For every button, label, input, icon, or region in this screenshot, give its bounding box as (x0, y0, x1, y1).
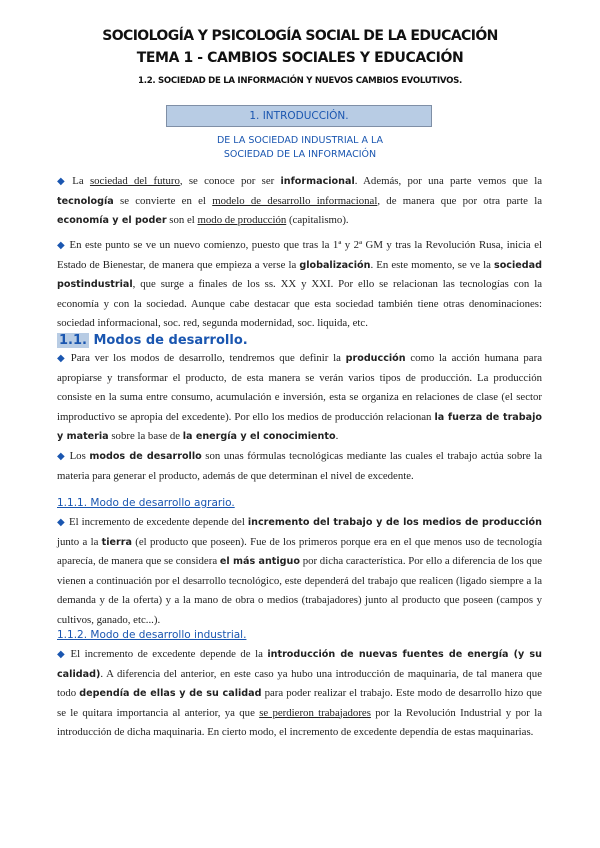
text: son unas fórmulas tecnológicas mediante las cuales el trabajo actúa sobre la materia para generar el producto, además de que determinan el nivel de excedente. (57, 450, 542, 482)
bold-term: el más antiguo (219, 556, 300, 567)
section-title: 1.2. SOCIEDAD DE LA INFORMACIÓN Y NUEVOS CAMBIOS EVOLUTIVOS. (138, 76, 462, 86)
bold-term: sociedad postindustrial (57, 259, 542, 290)
text: sobre la base de (108, 430, 183, 442)
bold-term: tecnología (57, 195, 114, 207)
bold-term: producción (345, 353, 406, 364)
text: Los (69, 450, 90, 462)
diamond-bullet-icon: ◆ (57, 240, 66, 251)
underlined-term: se perdieron trabajadores (259, 706, 371, 719)
diamond-bullet-icon: ◆ (57, 353, 67, 364)
diamond-bullet-icon: ◆ (57, 451, 66, 462)
bold-term: la energía y el conocimiento (182, 431, 336, 442)
text: , de manera que por otra parte la (377, 194, 542, 207)
intro-subtitle-line1: DE LA SOCIEDAD INDUSTRIAL A LA (216, 135, 384, 146)
paragraph-4 (57, 447, 542, 486)
section-heading-1-1 (57, 333, 248, 348)
text: son el (166, 214, 198, 226)
section-heading-1-1-1: 1.1.1. Modo de desarrollo agrario. (57, 497, 235, 509)
diamond-bullet-icon: ◆ (57, 517, 66, 528)
text: (el producto que poseen). Fue de los primeros porque era en el que menos uso de tecnología aparecía, de manera que se considera (57, 535, 542, 567)
paragraph-2 (57, 236, 542, 334)
text: se convierte en el (113, 194, 213, 207)
text: La (72, 175, 90, 187)
section-heading-1-1-2: 1.1.2. Modo de desarrollo industrial. (57, 629, 247, 641)
topic-title: TEMA 1 - CAMBIOS SOCIALES Y EDUCACIÓN (136, 50, 464, 66)
text: para poder realizar el trabajo. Este modo de desarrollo hizo que se le quitara importancia al anterior, ya que (57, 687, 542, 719)
bold-term: modos de desarrollo (89, 451, 202, 462)
paragraph-6 (57, 645, 542, 743)
text: . A diferencia del anterior, en este caso ya hubo una introducción de maquinaria, de tal manera que todo (57, 667, 542, 699)
diamond-bullet-icon: ◆ (57, 176, 69, 187)
text: , que surge a finales de los ss. XX y XXI. Por ello se relacionan las tecnologías con la economía y con la sociedad. Aunque cabe destacar que esta sociedad también tiene otras denominaciones: sociedad informacional, soc. red, segunda modernidad, soc. liquida, etc. (57, 278, 542, 329)
text: , se conoce por ser (179, 175, 281, 187)
document-title: SOCIOLOGÍA Y PSICOLOGÍA SOCIAL DE LA EDUCACIÓN (102, 28, 498, 44)
intro-subtitle-line2: SOCIEDAD DE LA INFORMACIÓN (223, 149, 377, 160)
bold-term: dependía de ellas y de su calidad (79, 688, 262, 699)
bold-term: informacional (280, 176, 355, 187)
text: . Además, por una parte vemos que la (354, 175, 542, 187)
paragraph-1 (57, 172, 542, 231)
text: El incremento de excedente depende del (69, 516, 248, 528)
intro-heading-box: 1. INTRODUCCIÓN. (166, 105, 432, 127)
text: . (335, 430, 339, 442)
text: junto a la (57, 535, 102, 548)
underlined-term: modelo de desarrollo informacional (212, 194, 378, 207)
bold-term: economía y el poder (57, 215, 167, 226)
text: como la acción humana para apropiarse y transformar el producto, de esta manera se verán varios tipos de producción. La producción consiste en la suma entre consumo, acumulación e inversión, esta se organiza en relaciones de clase (el sector improductivo se apropia del excedente). Por ello los medios de producción relacionan (57, 352, 542, 423)
paragraph-5 (57, 513, 542, 630)
paragraph-3 (57, 349, 542, 447)
section-label: Modos de desarrollo. (93, 333, 248, 348)
bold-term: globalización (299, 259, 371, 271)
bold-term: introducción de nuevas fuentes de energía (y su calidad) (57, 649, 542, 680)
bold-term: incremento del trabajo y de los medios de producción (247, 517, 542, 528)
underlined-term: modo de producción (197, 214, 287, 226)
text: En este punto se ve un nuevo comienzo, puesto que tras la 1ª y 2ª GM y tras la Revolución Rusa, inicia el Estado de Bienestar, de manera que empieza a verse la (57, 239, 542, 271)
text: por la Revolución Industrial y por la introducción de dicha maquinaria. En cierto modo, el incremento de excedente dependía de estas maquinarias. (57, 706, 542, 738)
bold-term: tierra (101, 536, 132, 548)
section-number: 1.1. (59, 333, 87, 348)
text: Para ver los modos de desarrollo, tendremos que definir la (70, 352, 346, 364)
text: (capitalismo). (286, 214, 349, 226)
text: El incremento de excedente depende de la (70, 648, 268, 660)
diamond-bullet-icon: ◆ (57, 649, 67, 660)
underlined-term: sociedad del futuro (89, 175, 180, 187)
bold-term: la fuerza de trabajo y materia (57, 411, 543, 442)
text: por dicha característica. Por ello a diferencia de los que vienen a continuación por el desarrollo tecnológico, este dependerá del trabajo que realicen (ligado siempre a la demanda y de la oferta) y a la mano de obra o medios (trabajadores) junto al producto que poseen (campos y cultivos, ganado, etc...). (57, 555, 543, 626)
text: . En este momento, se ve la (370, 258, 494, 271)
